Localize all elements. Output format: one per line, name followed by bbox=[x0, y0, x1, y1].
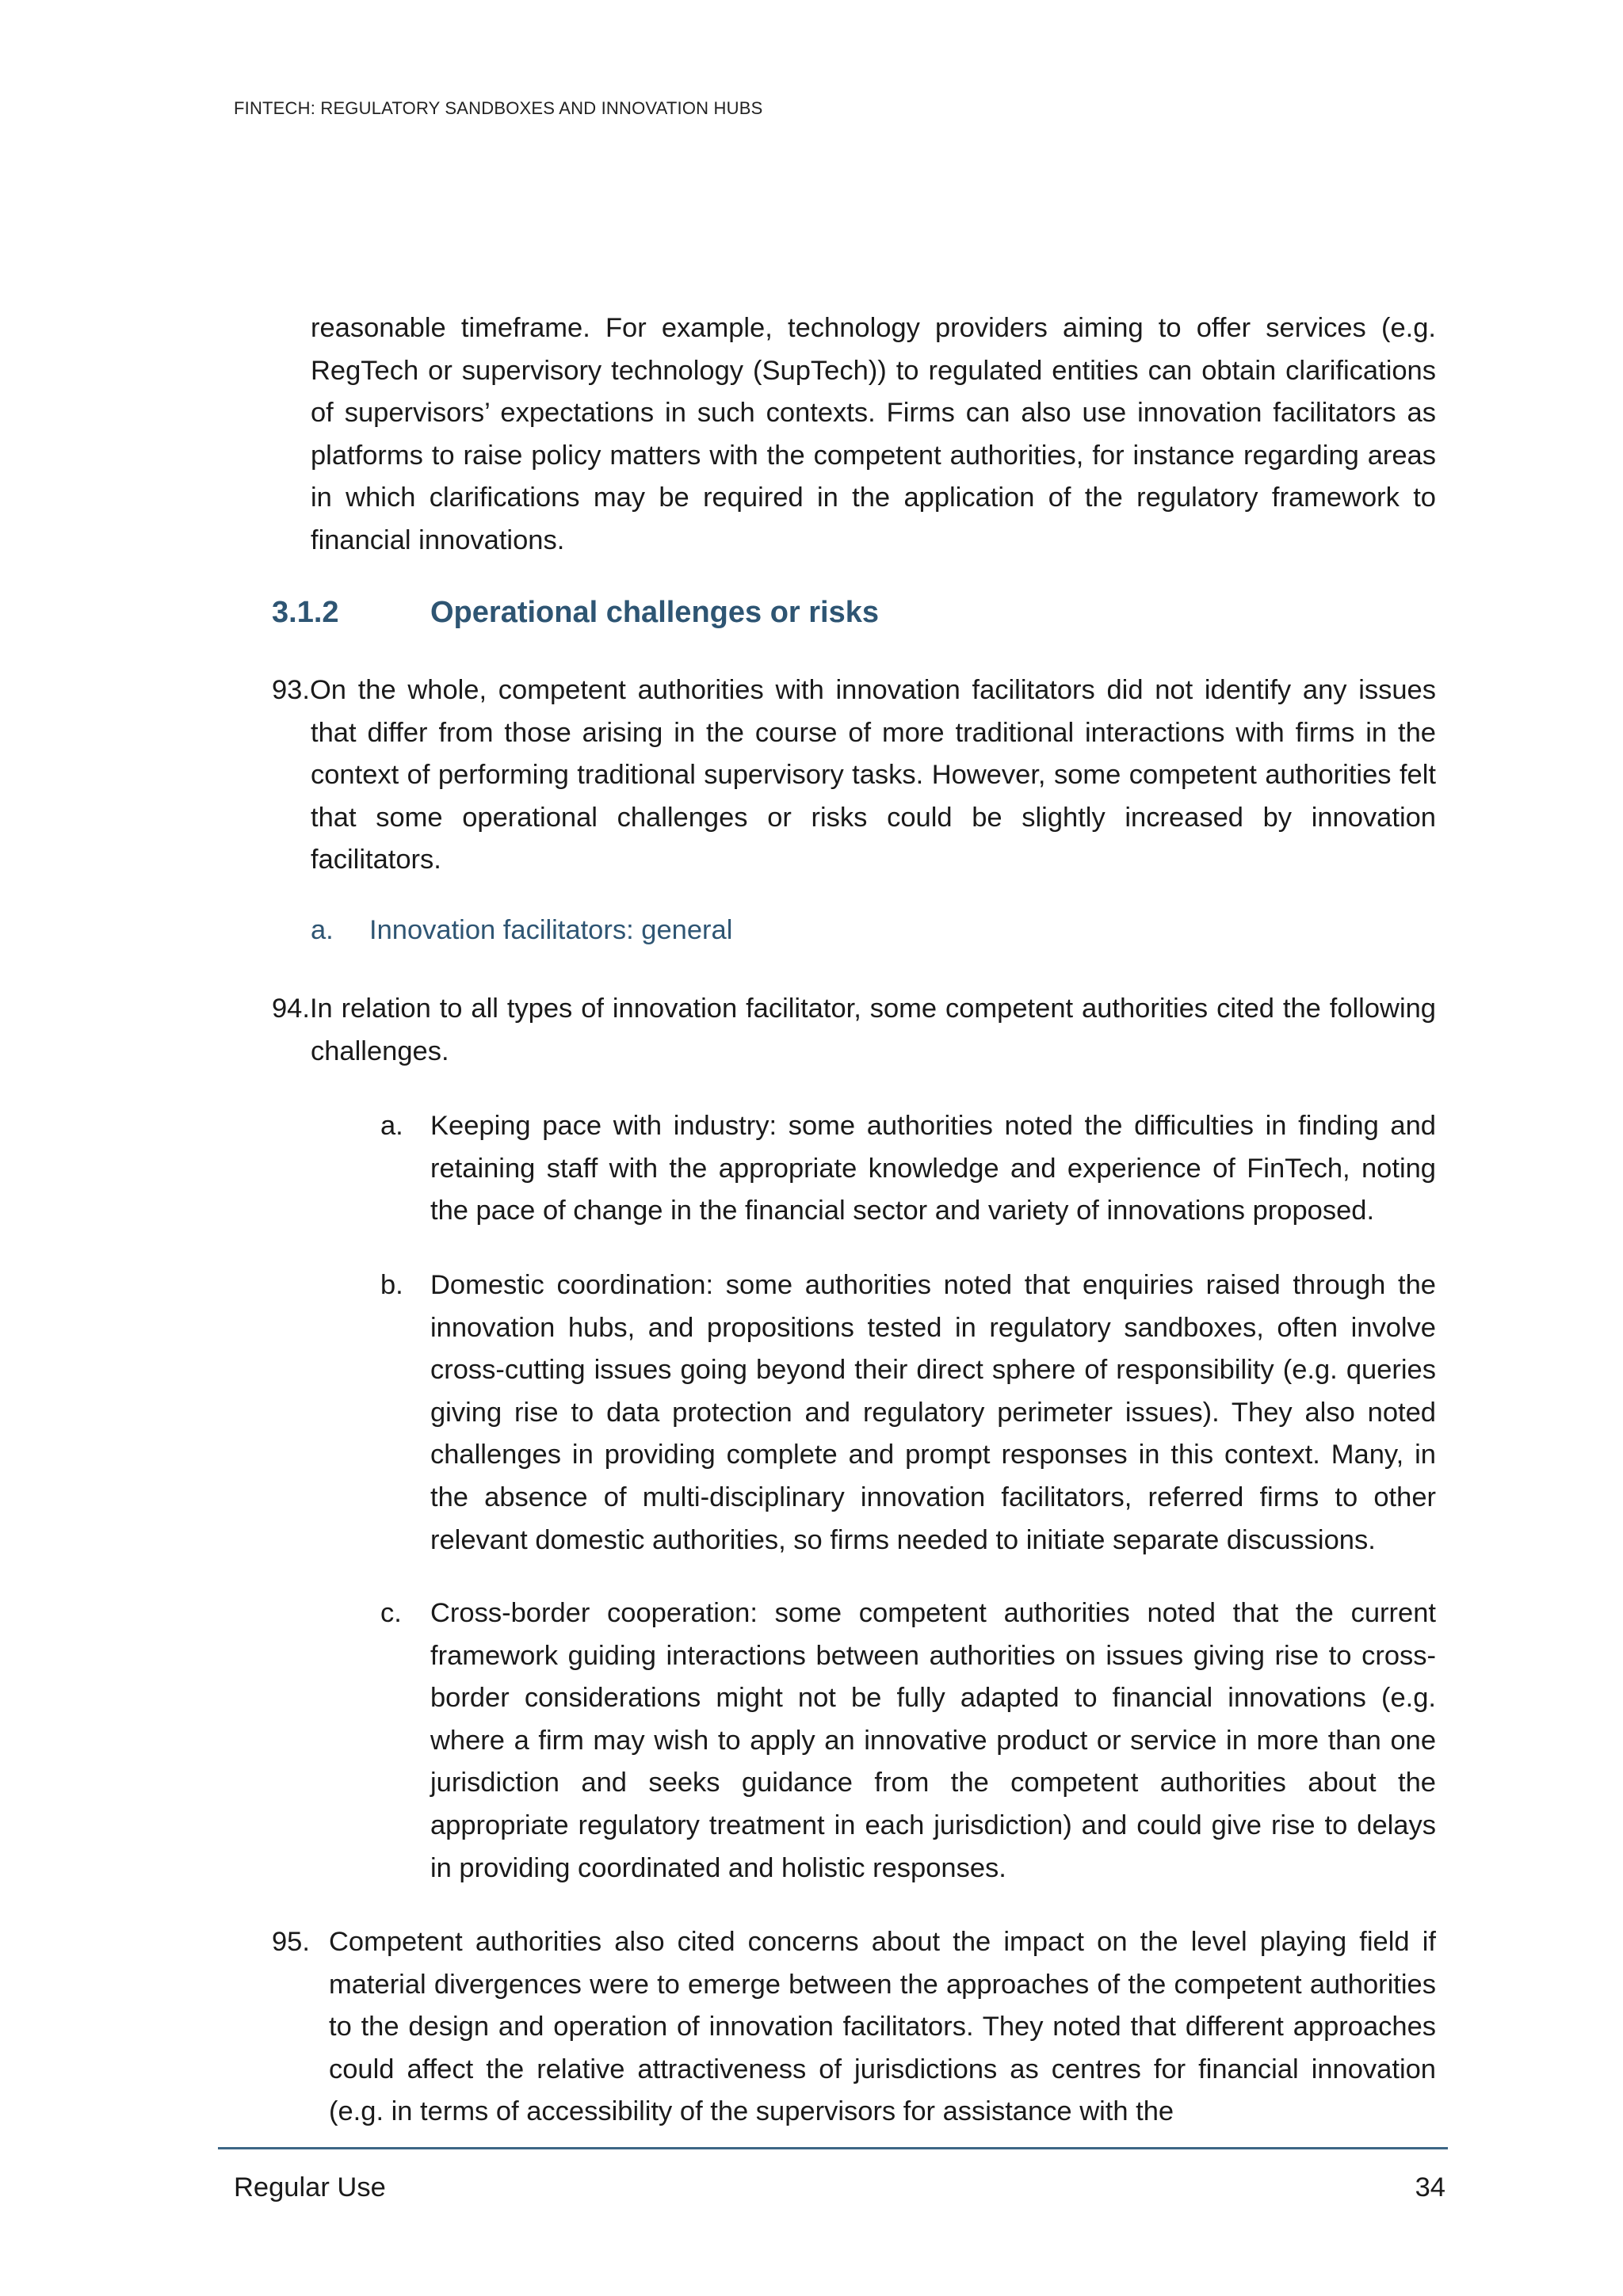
list-item-text: Domestic coordination: some authorities noted that enquiries raised through the innovation hubs, and propositions tested in regulatory sandboxes, often involve cross-cutting issues going beyond their direct sphere of responsibility (e.g. queries giving rise to data protection and regulatory perimeter issues). They also noted challenges in providing complete and prompt responses in this context. Many, in the absence of multi-disciplinary innovation facilitators, referred firms to other relevant domestic authorities, so firms needed to initiate separate discussions. bbox=[430, 1270, 1436, 1555]
paragraph-number: 94. bbox=[272, 994, 310, 1024]
running-header: FINTECH: REGULATORY SANDBOXES AND INNOVATION HUBS bbox=[234, 98, 763, 118]
paragraph-number: 95. bbox=[272, 1927, 310, 1957]
paragraph-text: On the whole, competent authorities with innovation facilitators did not identify any issues that differ from those arising in the course of more traditional interactions with firms in the context of performing traditional supervisory tasks. However, some competent authorities felt that some operational challenges or risks could be slightly increased by innovation facilitators. bbox=[309, 675, 1436, 875]
paragraph-number: 93. bbox=[272, 675, 310, 705]
paragraph-text: In relation to all types of innovation facilitator, some competent authorities cited the following challenges. bbox=[309, 994, 1436, 1066]
section-number: 3.1.2 bbox=[272, 596, 339, 629]
list-marker: a. bbox=[380, 1111, 403, 1141]
paragraph-94 bbox=[272, 988, 1436, 1073]
list-item-text: Cross-border cooperation: some competent authorities noted that the current framework guiding interactions between authorities on issues giving rise to cross-border considerations might not be fully adapted to financial innovations (e.g. where a firm may wish to apply an innovative product or service in more than one jurisdiction and seeks guidance from the competent authorities about the appropriate regulatory treatment in each jurisdiction) and could give rise to delays in providing coordinated and holistic responses. bbox=[430, 1598, 1436, 1883]
section-title: Operational challenges or risks bbox=[430, 596, 879, 629]
list-item-a bbox=[380, 1105, 1436, 1233]
footer-classification: Regular Use bbox=[234, 2172, 386, 2203]
list-item-b bbox=[380, 1264, 1436, 1562]
paragraph-93 bbox=[272, 669, 1436, 882]
list-marker: b. bbox=[380, 1270, 403, 1300]
section-heading bbox=[272, 596, 879, 630]
subsection-title: Innovation facilitators: general bbox=[369, 915, 733, 945]
list-item-text: Keeping pace with industry: some authorities noted the difficulties in finding and retaining staff with the appropriate knowledge and experience of FinTech, noting the pace of change in the financial sector and variety of innovations proposed. bbox=[430, 1111, 1436, 1226]
list-item-c bbox=[380, 1592, 1436, 1890]
subsection-letter: a. bbox=[311, 915, 334, 945]
paragraph-95 bbox=[272, 1921, 1436, 2134]
continuation-paragraph: reasonable timeframe. For example, technology providers aiming to offer services (e.g. RegTech or supervisory technology (SupTech)) to regulated entities can obtain clarifications of supervisors’ expectations in such contexts. Firms can also use innovation facilitators as platforms to raise policy matters with the competent authorities, for instance regarding areas in which clarifications may be required in the application of the regulatory framework to financial innovations. bbox=[311, 313, 1436, 555]
subsection-heading bbox=[311, 915, 732, 946]
list-marker: c. bbox=[380, 1598, 402, 1628]
paragraph-text: Competent authorities also cited concerns about the impact on the level playing field if material divergences were to emerge between the approaches of the competent authorities to the design and operation of innovation facilitators. They noted that different approaches could affect the relative attractiveness of jurisdictions as centres for financial innovation (e.g. in terms of accessibility of the supervisors for assistance with the bbox=[329, 1927, 1436, 2127]
page-number: 34 bbox=[1415, 2172, 1445, 2203]
footer-divider bbox=[218, 2147, 1448, 2149]
